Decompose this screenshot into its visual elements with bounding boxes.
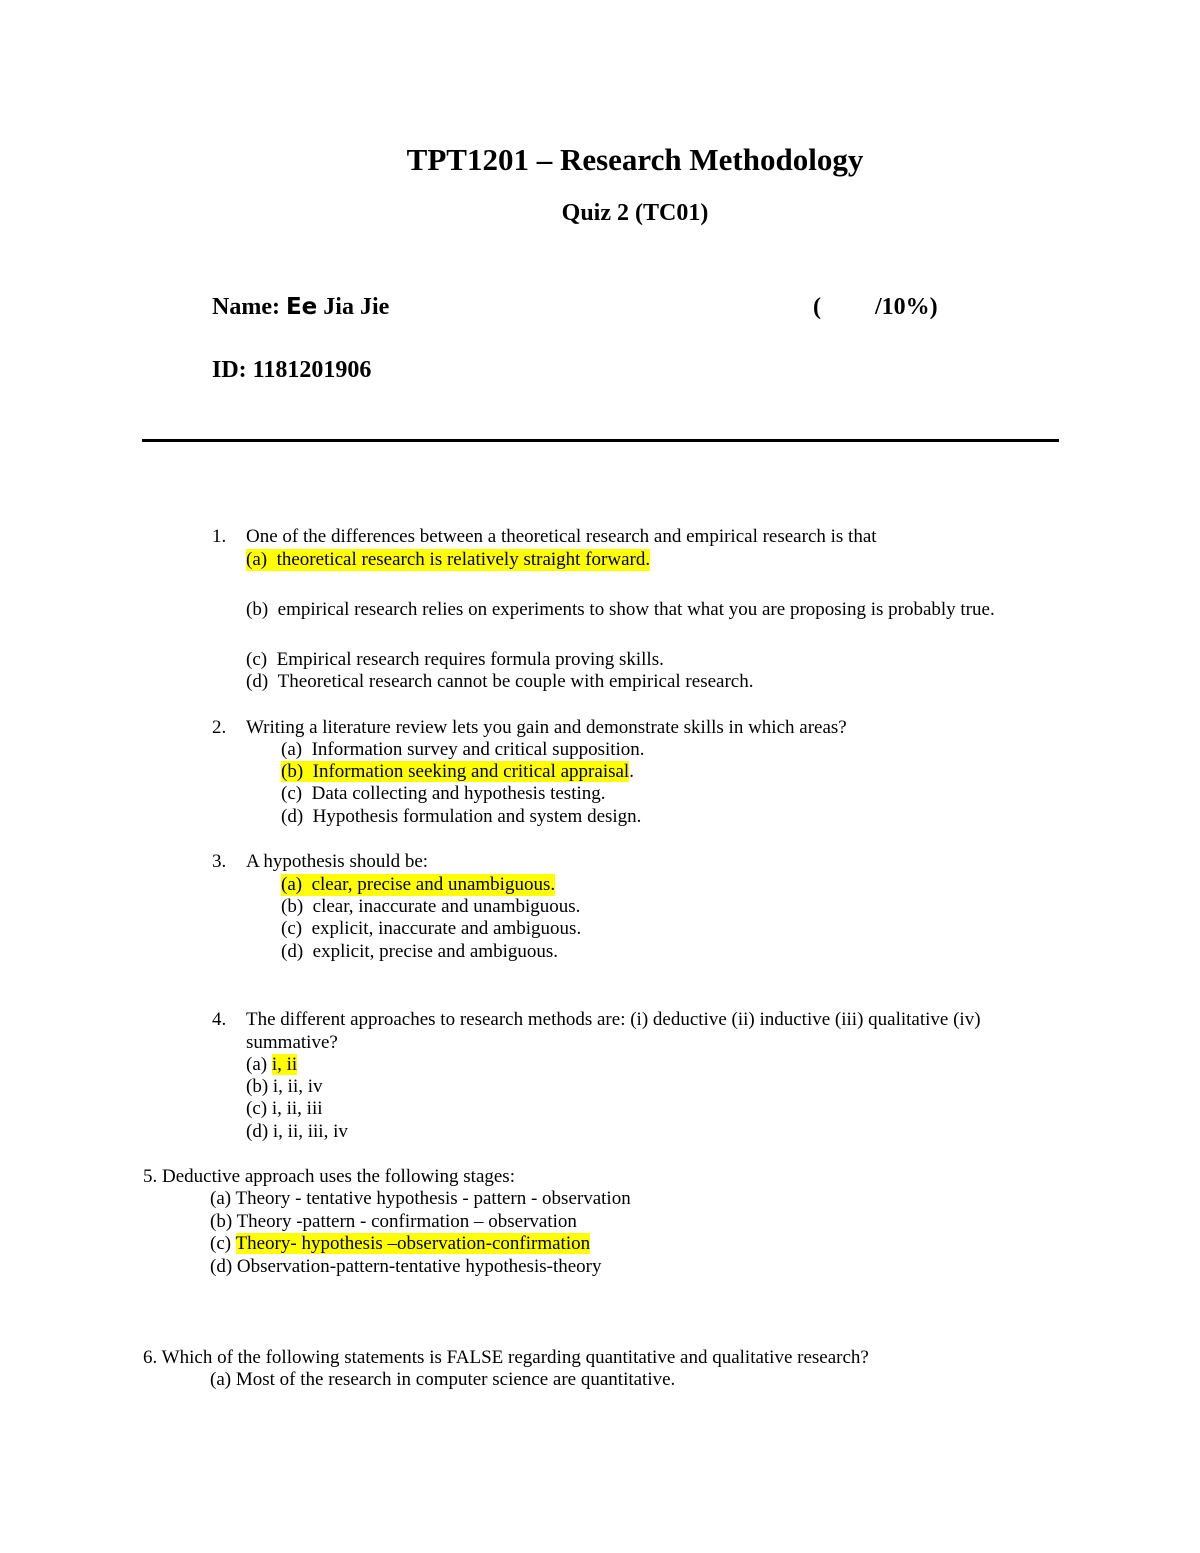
question-2-option-d xyxy=(281,806,641,828)
option-text: explicit, precise and ambiguous. xyxy=(312,941,559,962)
option-text: Empirical research requires formula proving skills. xyxy=(276,649,664,670)
question-2-option-c xyxy=(281,783,606,805)
option-text: Theory- hypothesis –observation-confirmation xyxy=(235,1233,591,1254)
option-text: i, ii, iii, iv xyxy=(272,1121,348,1142)
option-text: Observation-pattern-tentative hypothesis-theory xyxy=(236,1256,602,1277)
option-label: (a) xyxy=(281,739,303,760)
question-3-option-a xyxy=(281,874,555,896)
header-divider xyxy=(142,439,1059,442)
question-4-option-d xyxy=(246,1121,348,1143)
option-text: clear, inaccurate and unambiguous. xyxy=(312,896,581,917)
option-text: explicit, inaccurate and ambiguous. xyxy=(311,918,582,939)
question-5-option-d xyxy=(210,1256,602,1278)
question-number: 4. xyxy=(212,1009,227,1030)
option-label: (b) xyxy=(210,1211,233,1232)
question-number: 1. xyxy=(212,526,227,547)
question-4-option-b xyxy=(246,1076,323,1098)
option-label: (a) xyxy=(210,1188,232,1209)
question-1-option-a xyxy=(246,549,650,571)
option-label: (b) xyxy=(246,1076,269,1097)
option-label: (b) xyxy=(281,896,304,917)
question-6-stem xyxy=(143,1347,869,1369)
option-label: (d) xyxy=(246,1121,269,1142)
option-label: (a) xyxy=(246,549,268,570)
option-text: Information seeking and critical appraisal xyxy=(312,761,630,782)
question-1-option-d xyxy=(246,671,753,693)
question-number: 6. xyxy=(143,1347,158,1368)
question-1-stem xyxy=(212,526,877,548)
student-id-line xyxy=(212,357,371,384)
page-title: TPT1201 – Research Methodology xyxy=(406,142,864,177)
question-2-stem xyxy=(212,717,847,739)
id-label: ID: xyxy=(212,357,247,383)
option-text: Theory -pattern - confirmation – observation xyxy=(236,1211,577,1232)
page-subtitle: Quiz 2 (TC01) xyxy=(561,200,709,226)
option-text: Hypothesis formulation and system design. xyxy=(312,806,642,827)
question-1-option-b xyxy=(246,599,995,621)
question-4-option-c xyxy=(246,1098,323,1120)
score-box xyxy=(813,294,938,321)
question-2-option-b xyxy=(281,761,634,783)
option-label: (b) xyxy=(246,599,269,620)
option-text: i, ii, iii xyxy=(271,1098,323,1119)
option-label: (d) xyxy=(210,1256,233,1277)
option-label: (d) xyxy=(281,806,304,827)
option-suffix: . xyxy=(629,761,634,782)
question-3-option-d xyxy=(281,941,558,963)
question-number: 2. xyxy=(212,717,227,738)
option-label: (c) xyxy=(246,1098,268,1119)
question-4-option-a xyxy=(246,1054,297,1076)
option-label: (d) xyxy=(281,941,304,962)
question-4-stem xyxy=(212,1009,981,1031)
option-text: theoretical research is relatively straight forward. xyxy=(276,549,651,570)
score-total: /10%) xyxy=(875,294,938,320)
name-given: Jia Jie xyxy=(323,294,390,320)
score-open: ( xyxy=(813,294,821,320)
option-label: (a) xyxy=(210,1369,232,1390)
option-text: i, ii xyxy=(271,1054,298,1075)
question-6-option-a xyxy=(210,1369,675,1391)
option-label: (b) xyxy=(281,761,304,782)
option-label: (c) xyxy=(281,918,303,939)
question-number: 5. xyxy=(143,1166,158,1187)
option-text: Theoretical research cannot be couple with empirical research. xyxy=(277,671,754,692)
question-3-stem xyxy=(212,851,428,873)
option-text: empirical research relies on experiments to show that what you are proposing is probably true. xyxy=(277,599,995,620)
option-text: Most of the research in computer science are quantitative. xyxy=(235,1369,676,1390)
question-text: The different approaches to research methods are: (i) deductive (ii) inductive (iii) qualitative (iv) xyxy=(246,1009,981,1030)
option-text: clear, precise and unambiguous. xyxy=(311,874,556,895)
option-label: (c) xyxy=(210,1233,232,1254)
name-label: Name: xyxy=(212,294,280,320)
option-text: Information survey and critical supposition. xyxy=(311,739,645,760)
name-surname: Ee xyxy=(285,294,318,320)
question-5-option-a xyxy=(210,1188,631,1210)
question-text: Deductive approach uses the following stages: xyxy=(162,1166,515,1187)
question-text: Which of the following statements is FALSE regarding quantitative and qualitative research? xyxy=(161,1347,869,1368)
question-5-option-c xyxy=(210,1233,590,1255)
option-label: (c) xyxy=(281,783,303,804)
option-label: (a) xyxy=(246,1054,268,1075)
question-5-stem xyxy=(143,1166,515,1188)
question-text: Writing a literature review lets you gain and demonstrate skills in which areas? xyxy=(246,717,847,738)
question-5-option-b xyxy=(210,1211,577,1233)
option-text: i, ii, iv xyxy=(272,1076,323,1097)
option-label: (a) xyxy=(281,874,303,895)
question-3-option-b xyxy=(281,896,580,918)
option-highlight xyxy=(281,761,629,782)
question-4-stem-continued: summative? xyxy=(246,1032,338,1053)
option-text: Theory - tentative hypothesis - pattern - observation xyxy=(235,1188,631,1209)
option-text: Data collecting and hypothesis testing. xyxy=(311,783,606,804)
question-1-option-c xyxy=(246,649,664,671)
option-label: (c) xyxy=(246,649,268,670)
question-number: 3. xyxy=(212,851,227,872)
question-text: A hypothesis should be: xyxy=(246,851,429,872)
question-2-option-a xyxy=(281,739,645,761)
student-name-line xyxy=(212,294,389,321)
question-text: One of the differences between a theoretical research and empirical research is that xyxy=(246,526,877,547)
id-value: 1181201906 xyxy=(252,357,372,383)
option-label: (d) xyxy=(246,671,269,692)
question-3-option-c xyxy=(281,918,581,940)
